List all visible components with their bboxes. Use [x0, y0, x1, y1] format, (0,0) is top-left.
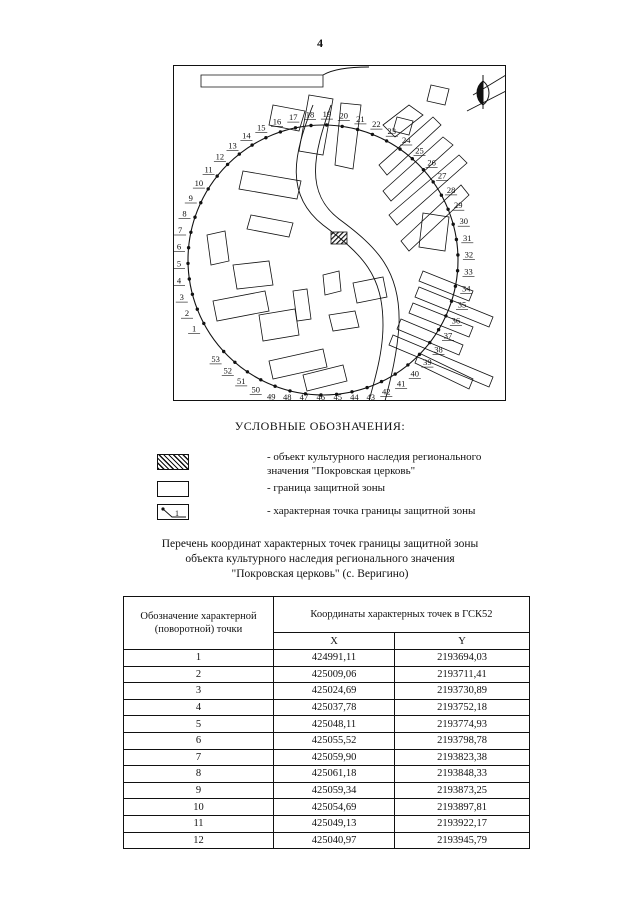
boundary-point — [191, 293, 194, 296]
boundary-point — [294, 126, 297, 129]
boundary-point-label: 42 — [382, 386, 391, 397]
boundary-point-label: 31 — [463, 232, 472, 243]
boundary-point — [186, 262, 189, 265]
legend-point-text: - характерная точка границы защитной зоны — [267, 505, 476, 517]
boundary-point — [193, 216, 196, 219]
boundary-point-label: 10 — [194, 178, 204, 189]
site-plan-map — [173, 65, 506, 401]
boundary-point — [259, 378, 262, 381]
boundary-point — [233, 361, 236, 364]
boundary-point — [437, 328, 440, 331]
boundary-point-label: 37 — [443, 330, 453, 341]
cell-y: 2193823,38 — [395, 749, 530, 766]
boundary-point-label: 45 — [333, 392, 342, 401]
cell-y: 2193798,78 — [395, 732, 530, 749]
table-body — [124, 650, 530, 849]
boundary-point-label: 18 — [305, 109, 315, 120]
boundary-point-label: 24 — [401, 135, 411, 145]
list-title-line2: объекта культурного наследия регионального значения — [185, 553, 455, 565]
table-row — [124, 732, 530, 749]
cell-x: 425059,34 — [274, 782, 395, 799]
boundary-point — [450, 300, 453, 303]
boundary-point-label: 35 — [457, 299, 467, 310]
boundary-point — [226, 163, 229, 166]
cell-x: 424991,11 — [274, 650, 395, 667]
cell-y: 2193897,81 — [395, 799, 530, 816]
boundary-point-label: 3 — [179, 292, 184, 303]
table-row — [124, 666, 530, 683]
cell-x: 425040,97 — [274, 832, 395, 849]
boundary-point — [446, 208, 449, 211]
boundary-point-label: 34 — [461, 283, 471, 294]
legend-title: УСЛОВНЫЕ ОБОЗНАЧЕНИЯ: — [234, 419, 406, 433]
cell-y: 2193945,79 — [395, 832, 530, 849]
boundary-point-label: 28 — [446, 184, 456, 195]
boundary-point — [454, 285, 457, 288]
cell-x: 425054,69 — [274, 799, 395, 816]
cell-n: 7 — [124, 749, 274, 766]
cell-n: 3 — [124, 683, 274, 700]
cell-n: 1 — [124, 650, 274, 667]
cell-x: 425024,69 — [274, 683, 395, 700]
boundary-point-label: 16 — [272, 116, 282, 127]
boundary-point-label: 39 — [423, 357, 432, 368]
boundary-point — [309, 124, 312, 127]
table-row — [124, 799, 530, 816]
cell-y: 2193848,33 — [395, 766, 530, 783]
cell-x: 425009,06 — [274, 666, 395, 683]
cell-n: 4 — [124, 699, 274, 716]
boundary-point — [371, 133, 374, 136]
boundary-point — [456, 253, 459, 256]
boundary-point-label: 47 — [299, 392, 309, 401]
cell-n: 5 — [124, 716, 274, 733]
boundary-point — [406, 363, 409, 366]
boundary-point — [380, 380, 383, 383]
table-row — [124, 766, 530, 783]
cell-x: 425049,13 — [274, 815, 395, 832]
boundary-point — [222, 350, 225, 353]
table-row — [124, 749, 530, 766]
boundary-point-label: 4 — [176, 275, 182, 286]
boundary-point-label: 9 — [188, 193, 193, 203]
boundary-point-label: 44 — [350, 392, 359, 401]
boundary-point — [444, 314, 447, 317]
cell-y: 2193711,41 — [395, 666, 530, 683]
table-row — [124, 683, 530, 700]
boundary-point-label: 53 — [211, 353, 220, 364]
boundary-point-label: 5 — [176, 258, 182, 269]
boundary-point-label: 33 — [464, 266, 473, 277]
boundary-point-icon — [157, 504, 189, 520]
boundary-point — [187, 246, 190, 249]
list-title-line1: Перечень координат характерных точек границы защитной зоны — [161, 538, 479, 550]
boundary-point — [196, 308, 199, 311]
boundary-point — [455, 238, 458, 241]
boundary-point-label: 8 — [182, 208, 187, 219]
boundary-point-label: 32 — [464, 249, 474, 260]
boundary-point-label: 41 — [396, 378, 406, 389]
table-row — [124, 782, 530, 799]
cell-y: 2193922,17 — [395, 815, 530, 832]
cell-y: 2193873,25 — [395, 782, 530, 799]
boundary-point — [189, 231, 192, 234]
boundary-point — [365, 386, 368, 389]
boundary-point — [250, 143, 253, 146]
table-row — [124, 815, 530, 832]
table-row — [124, 650, 530, 667]
cell-y: 2193774,93 — [395, 716, 530, 733]
cell-y: 2193752,18 — [395, 699, 530, 716]
cell-x: 425048,11 — [274, 716, 395, 733]
boundary-point — [356, 128, 359, 131]
boundary-point — [325, 123, 328, 126]
boundary-point-label: 38 — [434, 344, 443, 355]
boundary-point — [216, 174, 219, 177]
header-y: Y — [395, 633, 530, 650]
boundary-point-label: 14 — [242, 130, 251, 141]
cell-n: 10 — [124, 799, 274, 816]
cell-x: 425059,90 — [274, 749, 395, 766]
boundary-point-label: 21 — [356, 113, 365, 124]
boundary-point-label: 52 — [223, 365, 233, 376]
boundary-point — [411, 157, 414, 160]
page-number: 4 — [317, 36, 323, 50]
cell-n: 8 — [124, 766, 274, 783]
legend-heritage-line2: значения "Покровская церковь" — [267, 465, 416, 477]
boundary-point — [456, 269, 459, 272]
cell-n: 6 — [124, 732, 274, 749]
boundary-point-label: 26 — [427, 157, 436, 168]
boundary-point-labels — [173, 109, 475, 401]
boundary-point — [207, 187, 210, 190]
table-row — [124, 832, 530, 849]
boundary-point-label: 7 — [177, 225, 183, 235]
hatched-area-icon — [157, 454, 189, 470]
cell-n: 2 — [124, 666, 274, 683]
boundary-point-label: 29 — [454, 200, 463, 211]
boundary-point — [199, 201, 202, 204]
legend-point-symbol-label: 1 — [175, 509, 179, 518]
boundary-point — [279, 130, 282, 133]
boundary-point-label: 6 — [176, 241, 182, 252]
boundary-point — [188, 277, 191, 280]
boundary-point — [341, 125, 344, 128]
heritage-object — [331, 232, 347, 244]
boundary-point-label: 43 — [366, 392, 375, 401]
boundary-point — [264, 136, 267, 139]
boundary-point-label: 2 — [184, 308, 190, 319]
boundary-point — [422, 168, 425, 171]
cell-x: 425055,52 — [274, 732, 395, 749]
boundary-line-icon — [157, 481, 189, 497]
boundary-point — [452, 223, 455, 226]
boundary-point — [418, 353, 421, 356]
header-x: X — [274, 633, 395, 650]
boundary-point — [432, 180, 435, 183]
boundary-point — [202, 322, 205, 325]
boundary-point-label: 19 — [322, 109, 332, 120]
boundary-point — [394, 372, 397, 375]
boundary-point — [398, 147, 401, 150]
boundary-point — [246, 370, 249, 373]
boundary-point — [273, 385, 276, 388]
cell-n: 12 — [124, 832, 274, 849]
boundary-point-label: 13 — [228, 140, 237, 151]
boundary-point — [428, 341, 431, 344]
legend-boundary-text: - граница защитной зоны — [267, 482, 386, 494]
legend-heritage-line1: - объект культурного наследия регионального — [267, 451, 482, 463]
coordinate-list-title — [0, 537, 640, 582]
table-row — [124, 699, 530, 716]
boundary-point-label: 51 — [236, 375, 246, 386]
cell-n: 11 — [124, 815, 274, 832]
boundary-point-label: 48 — [283, 392, 292, 401]
boundary-point-label: 27 — [437, 170, 447, 181]
boundary-point-label: 25 — [415, 145, 424, 156]
boundary-point-label: 1 — [191, 323, 197, 334]
boundary-point-label: 22 — [372, 119, 381, 130]
cell-n: 9 — [124, 782, 274, 799]
boundary-point-label: 46 — [316, 392, 326, 401]
coordinates-table — [123, 596, 530, 849]
cell-y: 2193694,03 — [395, 650, 530, 667]
boundary-point-label: 17 — [289, 112, 298, 123]
boundary-point-label: 36 — [451, 315, 461, 326]
boundary-point — [440, 194, 443, 197]
cell-x: 425061,18 — [274, 766, 395, 783]
boundary-point-label: 50 — [251, 384, 260, 395]
boundary-point-label: 40 — [410, 368, 420, 379]
list-title-line3: "Покровская церковь" (с. Веригино) — [231, 568, 409, 580]
boundary-point-label: 12 — [215, 151, 225, 162]
north-arrow-icon — [477, 75, 489, 109]
cell-y: 2193730,89 — [395, 683, 530, 700]
boundary-point — [238, 152, 241, 155]
boundary-point-label: 30 — [459, 216, 469, 227]
boundary-point-label: 23 — [387, 126, 397, 137]
boundary-point-label: 15 — [257, 122, 266, 133]
boundary-point — [385, 139, 388, 142]
header-coordinates: Координаты характерных точек в ГСК52 — [274, 597, 530, 633]
boundary-point-label: 20 — [339, 110, 349, 121]
cell-x: 425037,78 — [274, 699, 395, 716]
boundary-point-label: 49 — [266, 391, 276, 401]
boundary-point-label: 11 — [204, 164, 213, 175]
table-row — [124, 716, 530, 733]
header-point: Обозначение характерной (поворотной) точки — [124, 597, 274, 650]
